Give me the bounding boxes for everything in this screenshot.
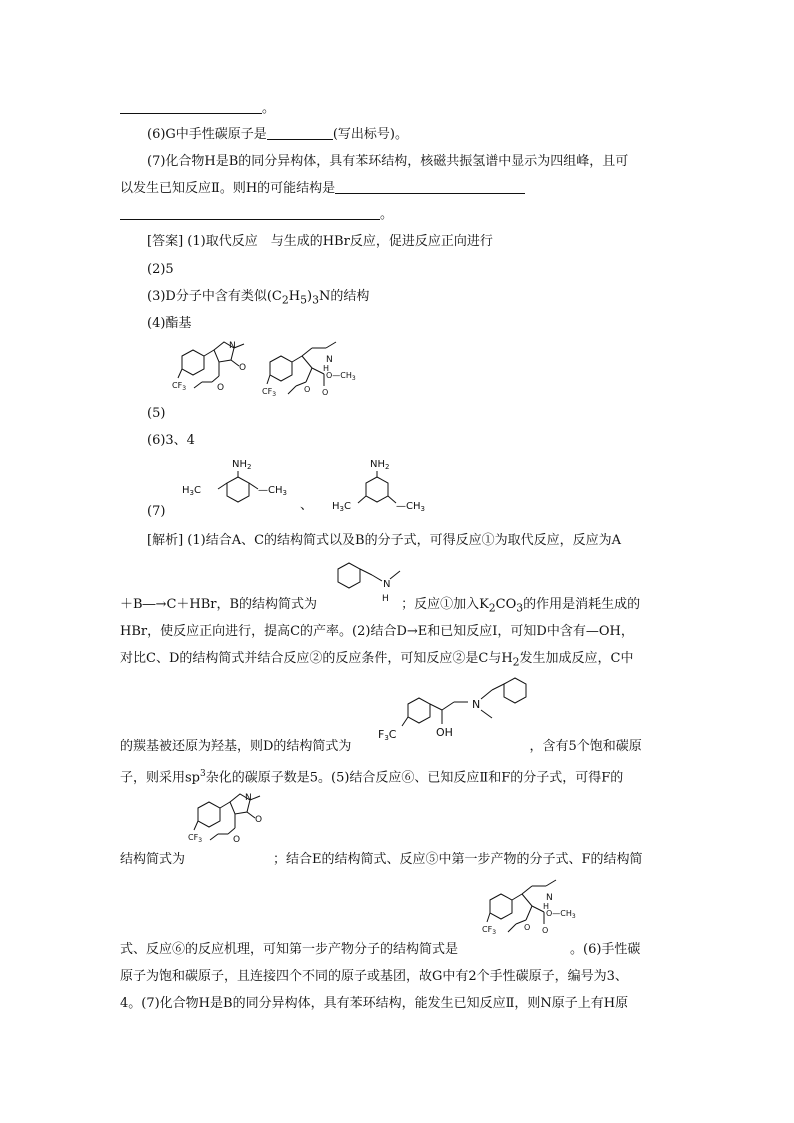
question-6: (6)G中手性碳原子是 (写出标号)。: [147, 127, 408, 142]
benzene-ring: [270, 356, 292, 381]
structure-d-amino-alcohol: [378, 672, 548, 742]
structure-pyrrolidinone-answer5: [172, 338, 262, 412]
svg-text:H: H: [543, 902, 550, 911]
svg-text:—CH3: $—CH_3$: [258, 485, 287, 497]
structure-35-dimethylaniline: [332, 455, 442, 515]
svg-text:N: N: [546, 893, 553, 903]
svg-text:O: O: [233, 835, 241, 845]
structure-first-step-product: [482, 876, 612, 946]
svg-text:CF3: $CF_3$: [188, 833, 203, 844]
benzene-ring: [490, 894, 512, 919]
answer-blank: [267, 126, 333, 140]
analysis-line-3: HBr，使反应正向进行，提高C的产率。(2)结合D→E和已知反应Ⅰ，可知D中含有—OH，: [120, 624, 634, 639]
svg-text:O: O: [322, 388, 329, 397]
answer-2: (2)5: [147, 262, 174, 277]
analysis-tag: [解析]: [147, 533, 184, 548]
answer-6: (6)3、4: [147, 433, 195, 448]
benzene-ring: [504, 678, 526, 703]
analysis-line-8: 式、反应⑥的反应机理，可知第一步产物分子的结构简式是 。(6)手性碳: [120, 942, 641, 957]
analysis-line-5: 的羰基被还原为羟基，则D的结构简式为 ，含有5个饱和碳原: [120, 739, 642, 754]
benzene-ring: [198, 802, 220, 827]
analysis-line-4: 对比C、D的结构简式并结合反应②的反应条件，可知反应②是C与$H_2$发生加成反应，C中: [120, 651, 634, 669]
svg-text:O—CH3: $O—CH_3$: [326, 371, 356, 382]
benzene-ring: [366, 477, 388, 502]
answer-5: (5): [147, 406, 166, 421]
svg-text:O: O: [255, 815, 263, 825]
svg-text:F3C: F3C: [378, 728, 397, 742]
answer-1: [答案] (1)取代反应 与生成的HBr反应，促进反应正向进行: [147, 234, 493, 249]
svg-text:H: H: [382, 594, 389, 604]
svg-text:O: O: [524, 923, 531, 932]
svg-text:NH2: $NH_2$: [232, 459, 252, 471]
svg-text:N: N: [472, 698, 481, 711]
answer-4: (4)酯基: [147, 316, 192, 331]
question-7-line3: 。: [120, 206, 393, 224]
answer-tag: [答案]: [147, 234, 184, 249]
svg-text:N: N: [383, 579, 391, 590]
svg-text:OH: OH: [436, 726, 453, 739]
svg-text:CF3: $CF_3$: [172, 381, 187, 392]
svg-text:N: N: [229, 341, 236, 351]
benzene-ring: [408, 698, 430, 723]
svg-text:H: H: [323, 364, 330, 373]
svg-text:N: N: [245, 793, 252, 803]
structure-26-dimethylaniline: [182, 455, 292, 515]
svg-text:CF3: $CF_3$: [482, 925, 497, 936]
analysis-line-2: ＋B―→C＋HBr，B的结构简式为 ；反应①加入$K_2CO_3$的作用是消耗生成的: [120, 597, 641, 615]
benzene-ring: [227, 477, 249, 502]
svg-text:H3C: $H_3C$: [182, 485, 201, 497]
svg-text:H3C: $H_3C$: [332, 501, 351, 513]
answer-7: (7): [147, 504, 166, 519]
svg-text:O: O: [542, 926, 549, 935]
svg-text:O: O: [304, 385, 311, 394]
benzene-ring: [182, 350, 204, 375]
answer-blank: [120, 100, 262, 114]
svg-text:O: O: [217, 383, 225, 393]
question-7-line1: (7)化合物H是B的同分异构体，具有苯环结构，核磁共振氢谱中显示为四组峰，且可: [147, 154, 629, 169]
analysis-line-9: 原子为饱和碳原子，且连接四个不同的原子或基团，故G中有2个手性碳原子，编号为3、: [120, 969, 628, 984]
q-prev-tail: 。: [120, 100, 275, 118]
svg-text:N: N: [326, 355, 333, 365]
answer-7-separator: 、: [300, 498, 314, 513]
structure-f-pyrrolidinone: [188, 790, 278, 854]
answer-blank: [120, 206, 380, 220]
answer-3: (3)D分子中含有类似$(C_2H_5)_3N$的结构: [147, 289, 370, 307]
svg-text:O: O: [239, 363, 247, 373]
question-7-line2: 以发生已知反应Ⅱ。则H的可能结构是: [120, 180, 525, 198]
analysis-line-7: 结构简式为 ；结合E的结构简式、反应⑤中第一步产物的分子式、F的结构简: [120, 852, 643, 867]
analysis-line-1: [解析] (1)结合A、C的结构简式以及B的分子式，可得反应①为取代反应，反应为A: [147, 533, 621, 548]
svg-text:O—CH3: $O—CH_3$: [546, 909, 576, 920]
answer-blank: [335, 180, 525, 194]
analysis-line-10: 4。(7)化合物H是B的同分异构体，具有苯环结构，能发生已知反应Ⅱ，则N原子上有H原: [120, 996, 629, 1011]
structure-open-chain-answer5: [262, 338, 392, 412]
analysis-line-6: 子，则采用$sp^3$杂化的碳原子数是5。(5)结合反应⑥、已知反应Ⅱ和F的分子式，可得F的: [120, 769, 624, 786]
svg-text:CF3: $CF_3$: [262, 387, 277, 398]
svg-text:—CH3: $—CH_3$: [396, 501, 425, 513]
svg-text:NH2: $NH_2$: [370, 459, 390, 471]
benzene-ring: [338, 563, 360, 588]
